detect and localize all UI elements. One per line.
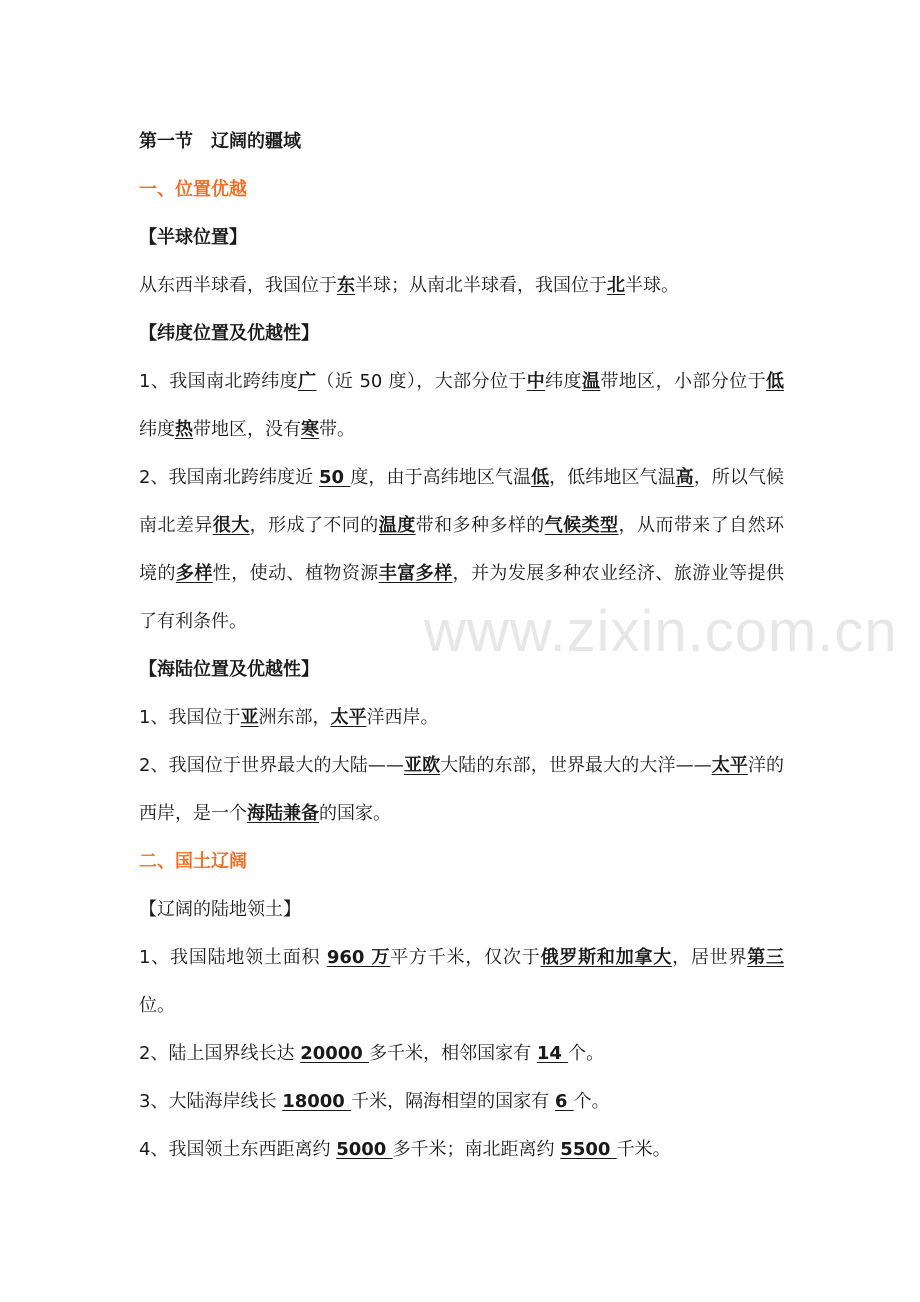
answer-blank: 中 [526,371,546,392]
answer-blank: 丰富多样 [378,563,453,584]
answer-blank: 960 万 [326,947,391,968]
answer-blank: 太平 [330,707,367,728]
paragraph-land-2: 2、陆上国界线长达 20000 多千米，相邻国家有 14 个。 [139,1043,605,1064]
watermark: www.zixin.com.cn [424,599,898,664]
paragraph-land-3: 3、大陆海岸线长 18000 千米，隔海相望的国家有 6 个。 [139,1091,610,1112]
answer-blank: 14 [536,1043,569,1064]
answer-blank: 东 [337,275,355,296]
answer-blank: 50 [318,467,351,488]
answer-blank: 低 [531,467,550,488]
answer-blank: 多样 [175,563,213,584]
answer-blank: 18000 [282,1091,352,1112]
subheading-land-territory: 【辽阔的陆地领土】 [139,899,301,920]
paragraph-hemisphere: 从东西半球看，我国位于东半球；从南北半球看，我国位于北半球。 [139,275,679,296]
answer-blank: 亚欧 [403,755,441,776]
answer-blank: 很大 [212,515,250,536]
section-heading-territory: 二、国土辽阔 [139,851,247,872]
subheading-latitude: 【纬度位置及优越性】 [139,323,319,344]
answer-blank: 俄罗斯和加拿大 [540,947,673,968]
answer-blank: 第三 [747,947,785,968]
answer-blank: 亚 [240,707,259,728]
document-body [139,118,784,1174]
answer-blank: 寒 [301,419,319,440]
answer-blank: 海陆兼备 [247,803,319,824]
answer-blank: 5000 [336,1139,393,1160]
paragraph-sea-land-1: 1、我国位于亚洲东部，太平洋西岸。 [139,707,439,728]
answer-blank: 高 [675,467,694,488]
answer-blank: 6 [554,1091,574,1112]
answer-blank: 温度 [378,515,416,536]
answer-blank: 广 [298,371,317,392]
answer-blank: 温 [581,371,601,392]
answer-blank: 低 [766,371,785,392]
subheading-hemisphere: 【半球位置】 [139,227,247,248]
answer-blank: 20000 [300,1043,370,1064]
paragraph-latitude-2: 2、我国南北跨纬度近 50 度，由于高纬地区气温低，低纬地区气温高，所以气候南北差异很大，形成了不同的温度带和多种多样的气候类型，从而带来了自然环境的多样性，使动、植物资源丰富多样，并为发展多种农业经济、旅游业等提供了有利条件。 [139,467,785,632]
paragraph-sea-land-2: 2、我国位于世界最大的大陆——亚欧大陆的东部，世界最大的大洋——太平洋的西岸，是一个海陆兼备的国家。 [139,755,785,824]
answer-blank: 太平 [711,755,748,776]
section-heading-location: 一、位置优越 [139,179,247,200]
paragraph-land-4: 4、我国领土东西距离约 5000 多千米；南北距离约 5500 千米。 [139,1139,671,1160]
answer-blank: 热 [175,419,193,440]
paragraph-latitude-1: 1、我国南北跨纬度广（近 50 度），大部分位于中纬度温带地区，小部分位于低纬度热带地区，没有寒带。 [139,371,785,440]
subheading-sea-land: 【海陆位置及优越性】 [139,659,319,680]
answer-blank: 气候类型 [544,515,619,536]
answer-blank: 5500 [560,1139,617,1160]
paragraph-land-1: 1、我国陆地领土面积 960 万平方千米，仅次于俄罗斯和加拿大，居世界第三位。 [139,947,785,1016]
page-title: 第一节 辽阔的疆域 [139,131,301,152]
answer-blank: 北 [607,275,625,296]
